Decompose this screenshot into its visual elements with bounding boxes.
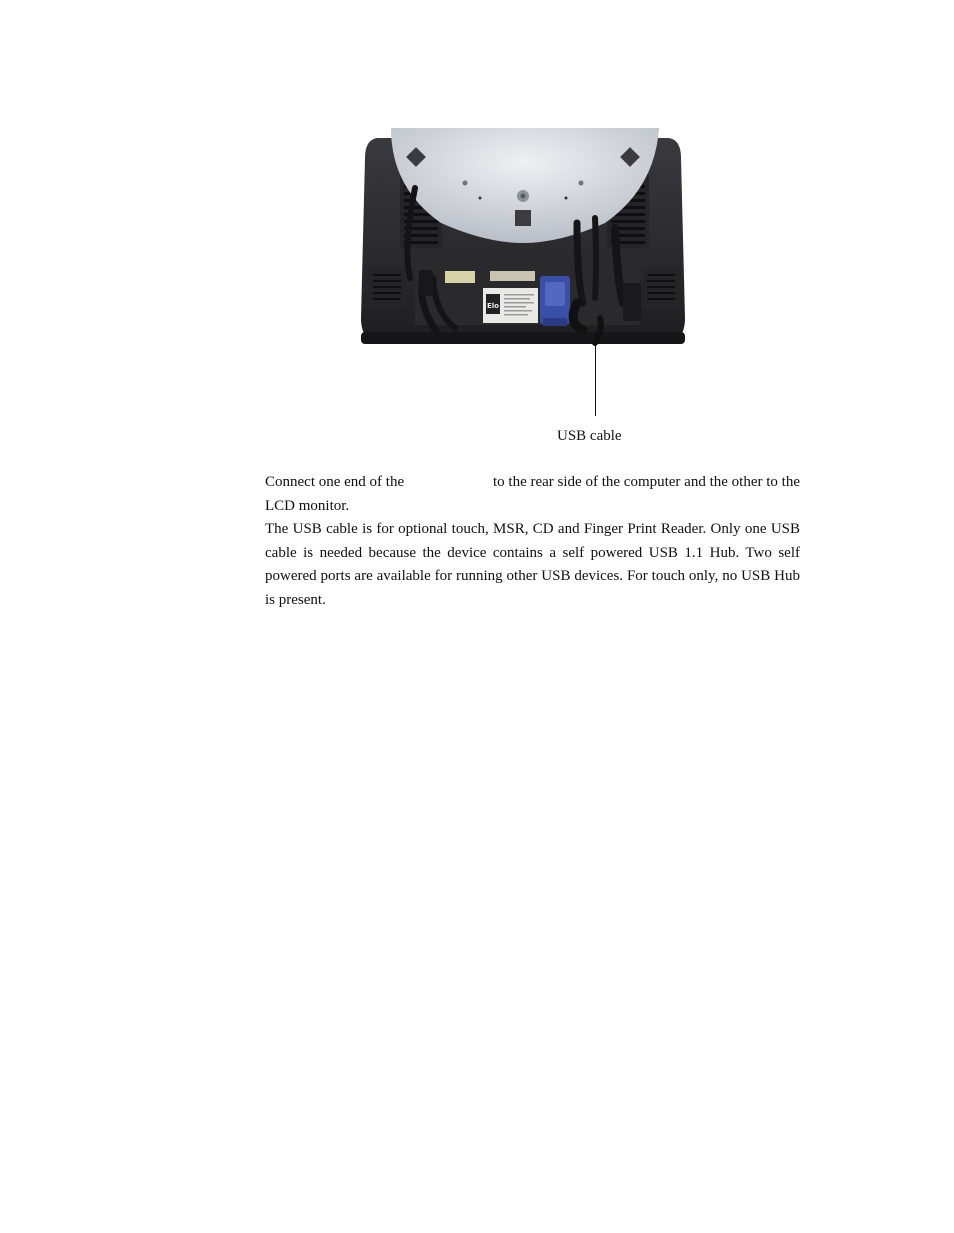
elo-logo [486,294,500,314]
svg-text:Elo: Elo [487,302,499,310]
paragraph-2: The USB cable is for optional touch, MSR, CD and Finger Print Reader. Only one USB cable is needed because the device contains a self powered USB 1.1 Hub. Two self powered ports are available for running other USB devices. For touch only, no USB Hub is present. [265,521,800,608]
connector-panel [415,263,640,325]
paragraph-1-line-1 [265,471,800,495]
paragraph-1-line-2: LCD monitor. [265,497,350,514]
paragraph-1-text-start: Connect one end of the [265,474,405,490]
callout-line [595,330,596,416]
vga-connector [540,276,570,326]
blank-gap [414,471,484,495]
bottom-vent-right [643,268,679,308]
monitor-rear-photo [355,128,691,350]
body-text [265,471,800,612]
paragraph-1-text-end: to the rear side of the computer and the other to the [493,474,800,490]
callout-label-usb-cable: USB cable [557,428,622,444]
bottom-vent-left [369,268,405,308]
